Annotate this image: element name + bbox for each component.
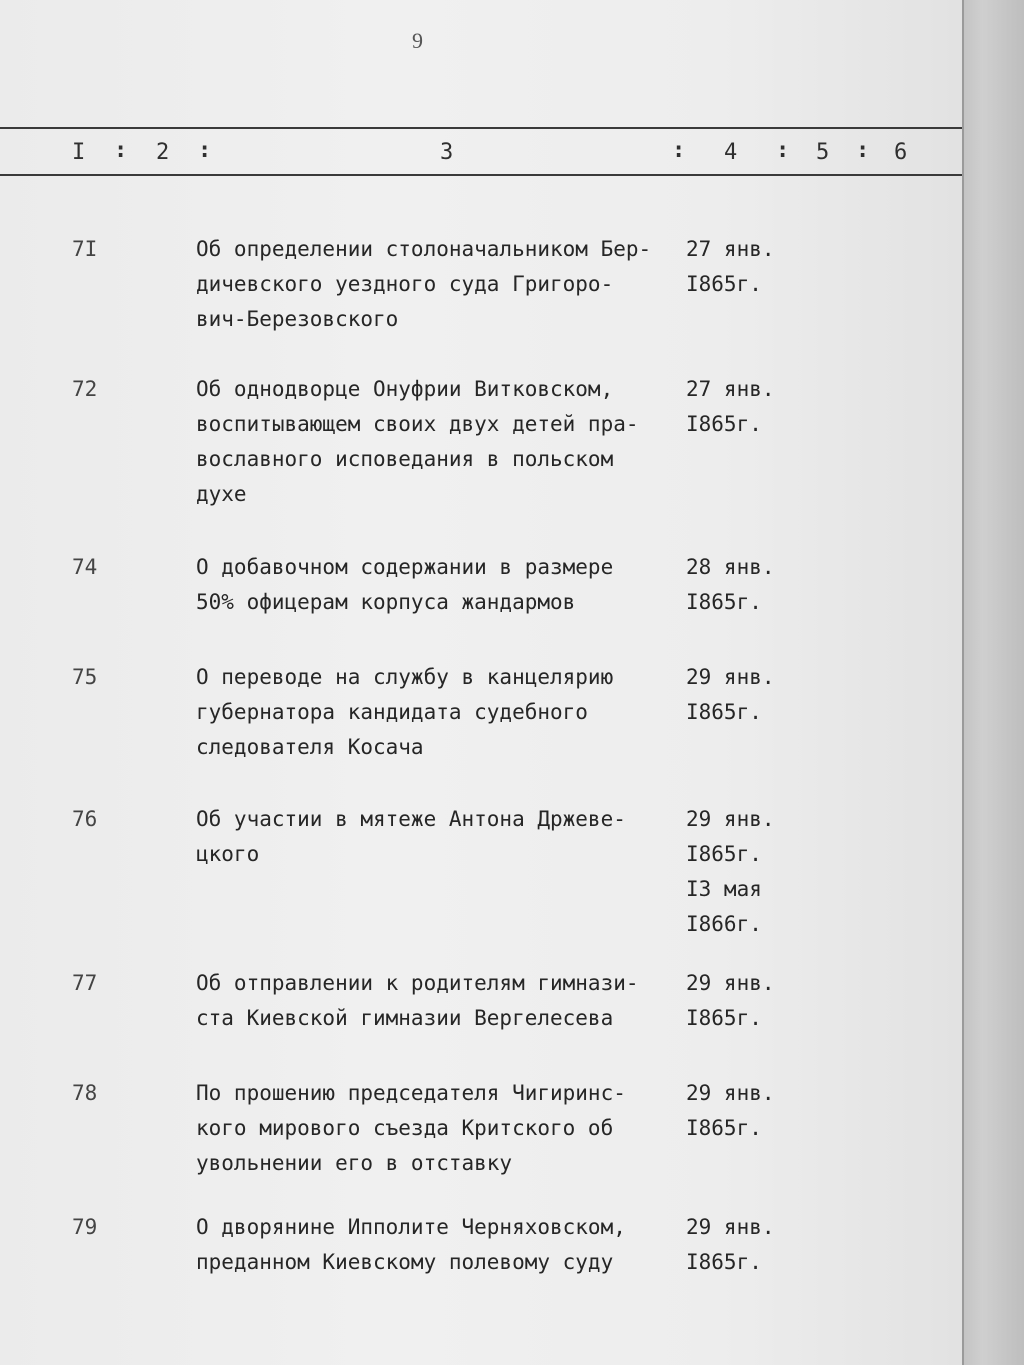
column-separator: : [672,138,686,163]
entry-number: 72 [72,377,98,401]
column-separator: : [198,138,212,163]
entry-date: 27 янв. [686,237,775,261]
entry-title: Об участии в мятеже Антона Држеве- цкого [196,807,626,866]
entry-dates [686,1210,796,1280]
entry-number: 75 [72,665,98,689]
entry-dates [686,660,796,730]
entry-title: О добавочном содержании в размере 50% офицерам корпуса жандармов [196,555,614,614]
entry-dates [686,966,796,1036]
entry-dates [686,372,796,442]
column-number-4: 4 [724,140,738,165]
entry-number: 77 [72,971,98,995]
entry-number: 74 [72,555,98,579]
entry-year: I865г. [686,842,762,866]
page-edge-shadow [962,0,1024,1365]
entry-title: Об однодворце Онуфрии Витковском, воспитывающем своих двух детей пра- вославного исповедания в польском духе [196,377,639,506]
column-number-5: 5 [816,140,830,165]
entry-year: I865г. [686,1116,762,1140]
header-rule-top [0,127,962,129]
entry-year: I865г. [686,1006,762,1030]
page-number: 9 [412,28,423,53]
entry-date: 27 янв. [686,377,775,401]
entry-dates [686,550,796,620]
entry-title: По прошению председателя Чигиринс- кого мирового съезда Критского об увольнении его в отставку [196,1081,626,1175]
column-number-1: I [72,140,86,165]
column-separator: : [856,138,870,163]
column-separator: : [776,138,790,163]
entry-date-second: I3 мая [686,877,762,901]
entry-title: Об определении столоначальником Бер- дичевского уездного суда Григоро- вич-Березовского [196,237,652,331]
entry-title: О дворянине Ипполите Черняховском, преданном Киевскому полевому суду [196,1215,626,1274]
entry-year: I865г. [686,700,762,724]
entry-date: 29 янв. [686,1081,775,1105]
column-number-6: 6 [894,140,908,165]
entry-dates [686,802,796,942]
entry-date: 29 янв. [686,807,775,831]
entry-title: О переводе на службу в канцелярию губернатора кандидата судебного следователя Косача [196,665,614,759]
entry-date: 29 янв. [686,1215,775,1239]
entry-year: I865г. [686,590,762,614]
column-separator: : [114,138,128,163]
entry-year: I865г. [686,412,762,436]
entry-year: I865г. [686,272,762,296]
entry-date: 29 янв. [686,971,775,995]
column-number-2: 2 [156,140,170,165]
entry-date: 29 янв. [686,665,775,689]
entry-number: 7I [72,237,98,261]
entry-dates [686,232,796,302]
header-rule-bottom [0,174,962,176]
entry-year-second: I866г. [686,912,762,936]
entry-title: Об отправлении к родителям гимнази- ста Киевской гимназии Вергелесева [196,971,639,1030]
entry-date: 28 янв. [686,555,775,579]
entry-number: 79 [72,1215,98,1239]
entry-year: I865г. [686,1250,762,1274]
column-number-3: 3 [440,140,454,165]
entry-number: 78 [72,1081,98,1105]
entry-number: 76 [72,807,98,831]
entry-dates [686,1076,796,1146]
